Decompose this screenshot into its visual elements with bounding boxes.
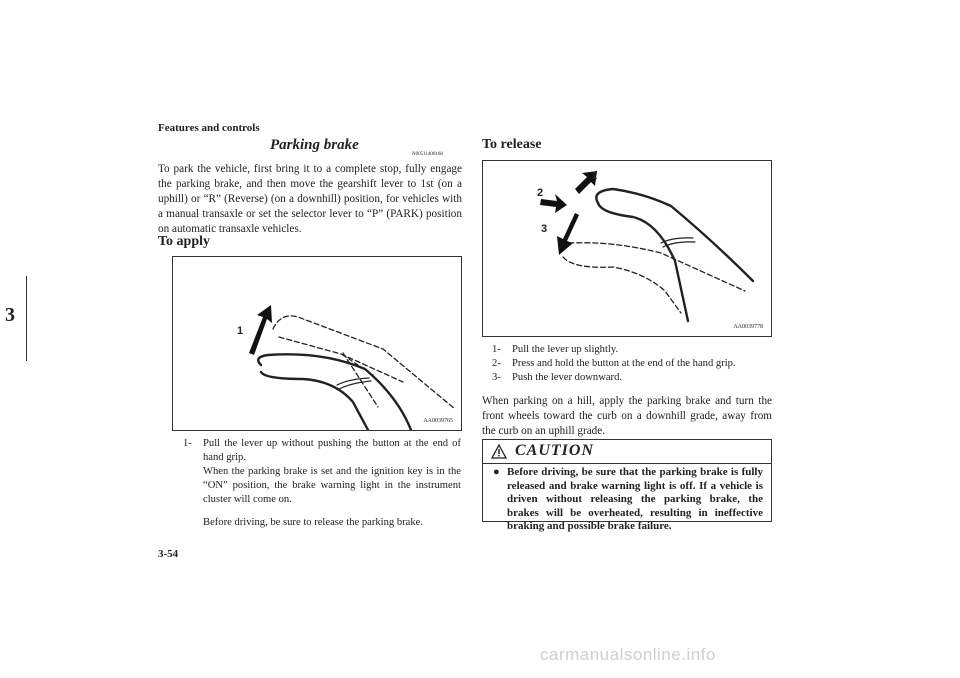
step-note-release: Before driving, be sure to release the parking brake. <box>203 517 424 528</box>
parking-lever-apply-illustration <box>173 257 461 430</box>
caution-box <box>482 439 772 532</box>
watermark: carmanualsonline.info <box>540 645 716 664</box>
section-title: Parking brake <box>270 137 359 153</box>
release-figure <box>482 160 772 337</box>
chapter-number: 3 <box>5 304 15 326</box>
list-item <box>492 371 772 385</box>
parking-lever-release-illustration <box>483 161 771 336</box>
callout-2: 2 <box>537 187 544 199</box>
list-item <box>492 343 772 357</box>
step-number: 1- <box>492 344 501 355</box>
step-text: Push the lever downward. <box>512 372 623 383</box>
figure-code: AA0039778 <box>733 324 763 330</box>
step-number: 1- <box>183 438 192 449</box>
caution-title: CAUTION <box>515 442 595 459</box>
callout-3: 3 <box>541 223 548 235</box>
step-text: Pull the lever up without pushing the button at the end of hand grip. <box>203 438 461 463</box>
page-number: 3-54 <box>158 548 179 560</box>
chapter-tab <box>0 276 27 361</box>
bullet-icon: ● <box>493 466 500 478</box>
running-header: Features and controls <box>158 122 260 134</box>
list-item <box>492 357 772 371</box>
figure-code: AA0039765 <box>423 418 453 424</box>
caution-content <box>493 466 763 534</box>
caution-text: Before driving, be sure that the parking brake is fully released and brake warning light is off. If a vehicle is driven without releasing the parking brake, the brakes will be overheated, resulting in ineffective braking and possible brake failure. <box>507 466 763 532</box>
step-number: 3- <box>492 372 501 383</box>
section-code: N00511400168 <box>412 152 443 157</box>
step-text: Press and hold the button at the end of the hand grip. <box>512 358 736 369</box>
apply-heading: To apply <box>158 234 211 249</box>
hill-parking-paragraph: When parking on a hill, apply the parking brake and turn the front wheels toward the curb on a downhill grade, away from the curb on an uphill grade. <box>482 395 772 437</box>
divider <box>483 463 771 464</box>
release-heading: To release <box>482 137 542 152</box>
caution-header <box>491 442 594 460</box>
callout-1: 1 <box>237 325 244 337</box>
release-steps <box>492 343 772 385</box>
step-number: 2- <box>492 358 501 369</box>
list-item <box>183 437 461 530</box>
callout-1: 1 <box>591 170 598 182</box>
intro-paragraph: To park the vehicle, first bring it to a complete stop, fully engage the parking brake, and then move the gearshift lever to 1st (on a uphill) or “R” (Reverse) (on a downhill) position, for vehicles with a manual transaxle or set the selector lever to “P” (PARK) position on automatic transaxle vehicles. <box>158 163 462 235</box>
step-text: Pull the lever up slightly. <box>512 344 619 355</box>
apply-figure <box>172 256 462 431</box>
apply-steps <box>183 437 461 530</box>
warning-triangle-icon <box>491 444 507 459</box>
step-note: When the parking brake is set and the ignition key is in the “ON” position, the brake warning light in the instrument cluster will come on. <box>203 466 461 505</box>
